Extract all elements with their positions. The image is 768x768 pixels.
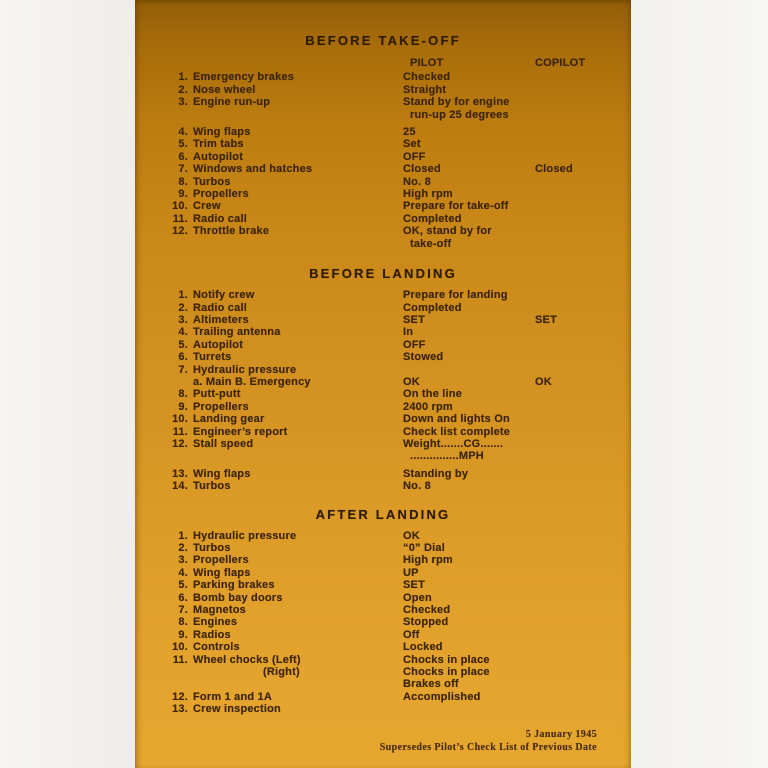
item-number: 8. (178, 616, 188, 629)
pilot-value: No. 8 (403, 480, 431, 493)
item-label: Radio call (193, 301, 247, 314)
item-label: Engine run-up (193, 96, 271, 109)
item-number: 11. (172, 653, 188, 666)
copilot-value (535, 200, 631, 212)
copilot-value (535, 213, 631, 225)
checklist-row (135, 691, 631, 703)
copilot-value (535, 629, 631, 641)
item-label: (Right) (263, 666, 300, 679)
checklist-section (135, 266, 631, 493)
checklist-row (135, 426, 631, 438)
pilot-value: OFF (403, 150, 426, 163)
item-number: 3. (178, 554, 188, 567)
pilot-value: Prepare for take-off (403, 200, 509, 213)
checklist-row (135, 703, 631, 715)
pilot-value: SET (403, 579, 425, 592)
checklist-row (135, 604, 631, 616)
item-number: 6. (178, 351, 188, 364)
checklist-row (135, 579, 631, 591)
copilot-value (535, 109, 631, 121)
copilot-value (535, 96, 631, 108)
copilot-value: OK (535, 375, 552, 388)
copilot-value (535, 567, 631, 579)
copilot-value: SET (535, 313, 557, 326)
item-number: 2. (178, 301, 188, 314)
item-label (193, 238, 403, 250)
pilot-value: Standing by (403, 467, 469, 480)
copilot-value (535, 678, 631, 690)
item-label: Wing flaps (193, 566, 251, 579)
item-label: Engines (193, 616, 238, 629)
item-number: 12. (172, 437, 188, 450)
copilot-value (535, 554, 631, 566)
item-label: Form 1 and 1A (193, 690, 273, 703)
item-label: Turbos (193, 480, 231, 493)
checklist-row (135, 616, 631, 628)
checklist-row (135, 388, 631, 400)
copilot-column-header: COPILOT (535, 57, 586, 69)
item-number: 2. (178, 83, 188, 96)
item-number (171, 678, 193, 690)
item-number: 9. (178, 628, 188, 641)
copilot-value (535, 364, 631, 376)
pilot-value: Completed (403, 301, 462, 314)
item-label (193, 678, 403, 690)
item-label: Hydraulic pressure (193, 363, 297, 376)
copilot-value (535, 339, 631, 351)
pilot-value: High rpm (403, 554, 453, 567)
copilot-value (535, 351, 631, 363)
item-number (171, 238, 193, 250)
item-number: 3. (178, 313, 188, 326)
copilot-value (535, 289, 631, 301)
item-number: 3. (178, 96, 188, 109)
item-label: Nose wheel (193, 83, 256, 96)
item-number: 5. (178, 138, 188, 151)
section-title: BEFORE LANDING (309, 266, 457, 282)
item-label: Landing gear (193, 413, 265, 426)
checklist-row (135, 96, 631, 108)
checklist-row (135, 351, 631, 363)
item-label: a. Main B. Emergency (193, 375, 311, 388)
copilot-value (535, 426, 631, 438)
item-label (193, 450, 403, 462)
checklist-section (135, 33, 631, 250)
pilot-value: Accomplished (403, 690, 481, 703)
pilot-value: Chocks in place (403, 666, 490, 679)
pilot-value: run-up 25 degrees (410, 108, 509, 121)
checklist-row (135, 480, 631, 492)
spacer-cell (193, 57, 403, 69)
footer-date: 5 January 1945 (525, 729, 597, 740)
pilot-value: Stand by for engine (403, 96, 510, 109)
item-number: 9. (178, 188, 188, 201)
checklist-row (135, 364, 631, 376)
checklist-row (135, 554, 631, 566)
pilot-value: Closed (403, 163, 441, 176)
copilot-value (535, 388, 631, 400)
pilot-value: Chocks in place (403, 653, 490, 666)
copilot-value (535, 450, 631, 462)
item-label: Throttle brake (193, 225, 270, 238)
checklist-row (135, 163, 631, 175)
item-label: Putt-putt (193, 388, 241, 401)
checklist-row (135, 468, 631, 480)
checklist-row (135, 200, 631, 212)
copilot-value (535, 176, 631, 188)
copilot-value (535, 302, 631, 314)
checklist-row (135, 666, 631, 678)
checklist-row (135, 71, 631, 83)
item-label: Trim tabs (193, 138, 244, 151)
item-label: Propellers (193, 188, 249, 201)
item-label (193, 109, 403, 121)
checklist-row (135, 542, 631, 554)
item-number: 1. (178, 71, 188, 84)
item-label: Turrets (193, 351, 232, 364)
copilot-value: Closed (535, 163, 573, 176)
item-label: Crew inspection (193, 703, 281, 716)
pilot-column-header: PILOT (410, 57, 444, 69)
copilot-value (535, 666, 631, 678)
item-label: Magnetos (193, 604, 246, 617)
item-number: 8. (178, 388, 188, 401)
checklist-row (135, 302, 631, 314)
item-number: 5. (178, 338, 188, 351)
pilot-value: Checked (403, 71, 451, 84)
item-number: 11. (172, 425, 188, 438)
item-number: 11. (172, 212, 188, 225)
column-header-row (135, 57, 631, 69)
item-label: Emergency brakes (193, 71, 295, 84)
copilot-value (535, 703, 631, 715)
pilot-value: Stopped (403, 616, 449, 629)
item-number: 13. (172, 467, 188, 480)
item-number: 2. (178, 542, 188, 554)
pilot-value: No. 8 (403, 175, 431, 188)
item-number: 10. (172, 413, 188, 426)
item-number: 9. (178, 400, 188, 413)
item-label: Autopilot (193, 150, 244, 163)
checklist-section (135, 507, 631, 716)
pilot-value: On the line (403, 388, 463, 401)
copilot-value (535, 604, 631, 616)
checklist-row (135, 678, 631, 690)
copilot-value (535, 71, 631, 83)
item-label: Autopilot (193, 338, 244, 351)
pilot-value (403, 364, 535, 376)
item-label: Wing flaps (193, 467, 251, 480)
checklist-row (135, 138, 631, 150)
item-number (171, 109, 193, 121)
pilot-value: Check list complete (403, 425, 511, 438)
copilot-value (535, 616, 631, 628)
item-number: 5. (178, 579, 188, 592)
pilot-value (403, 703, 535, 715)
pilot-value: 2400 rpm (403, 400, 453, 413)
checklist-row (135, 289, 631, 301)
checklist-row (135, 413, 631, 425)
item-label: Parking brakes (193, 579, 275, 592)
item-number: 6. (178, 591, 188, 604)
item-number: 8. (178, 175, 188, 188)
copilot-value (535, 225, 631, 237)
item-number (171, 666, 193, 678)
item-label: Altimeters (193, 313, 249, 326)
pilot-value: Prepare for landing (403, 289, 508, 302)
pilot-value: Stowed (403, 351, 444, 364)
pilot-value: Set (403, 138, 421, 151)
pilot-value: OK (403, 375, 420, 388)
copilot-value (535, 151, 631, 163)
copilot-value (535, 401, 631, 413)
checklist-row (135, 126, 631, 138)
copilot-value (535, 188, 631, 200)
pilot-value: Open (403, 591, 432, 604)
checklist-row (135, 629, 631, 641)
pilot-value: OFF (403, 338, 426, 351)
checklist-row (135, 225, 631, 237)
footer-supersedes-note: Supersedes Pilot’s Check List of Previous Date (379, 741, 597, 753)
copilot-value (535, 654, 631, 666)
pilot-value: OK (403, 529, 420, 542)
item-label: Turbos (193, 542, 231, 554)
sections (135, 33, 631, 716)
copilot-value (535, 468, 631, 480)
item-label: Radio call (193, 212, 247, 225)
item-number: 7. (178, 163, 188, 176)
checklist-row (135, 567, 631, 579)
pilot-value: 25 (403, 126, 416, 139)
checklist-row (135, 151, 631, 163)
item-label: Wing flaps (193, 126, 251, 139)
copilot-value (535, 413, 631, 425)
copilot-value (535, 126, 631, 138)
item-number (171, 450, 193, 462)
item-label: Trailing antenna (193, 326, 281, 339)
checklist-row (135, 376, 631, 388)
item-label: Crew (193, 200, 221, 213)
copilot-value (535, 530, 631, 542)
checklist-row (135, 641, 631, 653)
spacer-cell (171, 57, 193, 69)
item-label: Notify crew (193, 289, 255, 302)
item-label: Radios (193, 628, 231, 641)
checklist-row (135, 592, 631, 604)
item-label: Bomb bay doors (193, 591, 283, 604)
checklist-row (135, 176, 631, 188)
pilot-value: In (403, 326, 414, 339)
copilot-value (535, 438, 631, 450)
copilot-value (535, 592, 631, 604)
copilot-value (535, 579, 631, 591)
item-label: Stall speed (193, 437, 254, 450)
pilot-value: Down and lights On (403, 413, 510, 426)
item-number: 10. (172, 200, 188, 213)
item-label: Propellers (193, 554, 249, 567)
copilot-value (535, 542, 631, 554)
section-title: BEFORE TAKE-OFF (305, 33, 461, 48)
pilot-value: Off (403, 628, 420, 641)
item-number: 6. (178, 150, 188, 163)
pilot-value: SET (403, 313, 425, 326)
section-title: AFTER LANDING (315, 506, 451, 522)
pilot-value: ...............MPH (410, 450, 484, 463)
item-label: Engineer’s report (193, 425, 288, 438)
document-footer (380, 729, 597, 754)
item-number: 7. (178, 363, 188, 376)
item-label: Windows and hatches (193, 163, 313, 176)
copilot-value (535, 691, 631, 703)
checklist-row (135, 401, 631, 413)
checklist-row (135, 238, 631, 250)
pilot-value: Brakes off (403, 678, 459, 691)
checklist-row (135, 339, 631, 351)
copilot-value (535, 138, 631, 150)
checklist-document (135, 0, 631, 768)
pilot-value: OK, stand by for (403, 225, 492, 238)
pilot-value: High rpm (403, 188, 453, 201)
item-number: 4. (178, 566, 188, 579)
item-number: 4. (178, 126, 188, 139)
pilot-value: Weight.......CG....... (403, 437, 504, 450)
checklist-row (135, 438, 631, 450)
pilot-value: Checked (403, 604, 451, 617)
pilot-value: Straight (403, 83, 447, 96)
item-number: 12. (172, 690, 188, 703)
item-number (171, 376, 193, 388)
checklist-row (135, 314, 631, 326)
pilot-value: Completed (403, 212, 462, 225)
item-number: 13. (172, 703, 188, 716)
item-label: Turbos (193, 175, 231, 188)
item-number: 12. (172, 225, 188, 238)
item-number: 1. (178, 529, 188, 542)
item-label: Controls (193, 641, 240, 654)
checklist-row (135, 530, 631, 542)
item-label: Wheel chocks (Left) (193, 653, 301, 666)
checklist-row (135, 654, 631, 666)
item-number: 14. (172, 480, 188, 493)
copilot-value (535, 641, 631, 653)
item-number: 1. (178, 289, 188, 302)
checklist-row (135, 188, 631, 200)
item-label: Propellers (193, 400, 249, 413)
copilot-value (535, 480, 631, 492)
copilot-value (535, 238, 631, 250)
pilot-value: Locked (403, 641, 443, 654)
item-label: Hydraulic pressure (193, 529, 297, 542)
pilot-value: UP (403, 566, 419, 579)
checklist-row (135, 326, 631, 338)
pilot-value: take-off (410, 237, 452, 250)
checklist-row (135, 213, 631, 225)
checklist-row (135, 109, 631, 121)
item-number: 10. (172, 641, 188, 654)
checklist-row (135, 84, 631, 96)
copilot-value (535, 84, 631, 96)
item-number: 4. (178, 326, 188, 339)
checklist-row (135, 450, 631, 462)
pilot-value: “0” Dial (403, 542, 445, 554)
copilot-value (535, 326, 631, 338)
item-number: 7. (178, 604, 188, 617)
